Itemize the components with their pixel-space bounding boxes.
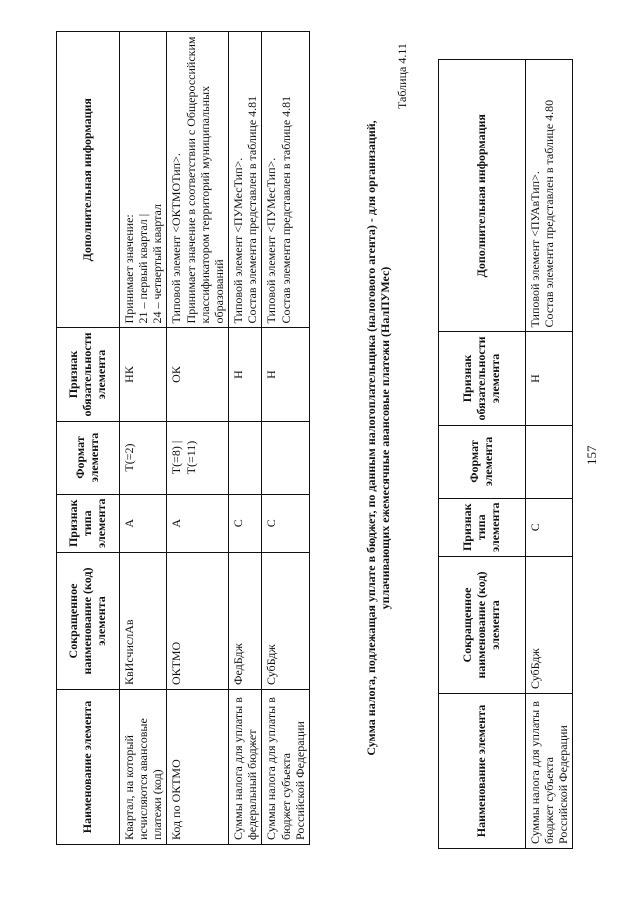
cell-type: С [262,494,309,552]
cell-info [262,32,309,328]
header-element-code: Сокращенное наименование (код) элемента [57,553,120,690]
cell-required: Н [526,332,573,425]
cell-code: ФедБдж [229,553,262,690]
cell-type: А [167,494,229,552]
header-element-required: Признак обязательности элемента [57,328,120,421]
cell-code: КвИсчислАв [120,553,167,690]
info-line: Типовой элемент <ПУМесТип>. [231,157,246,324]
cell-type: С [526,498,573,556]
cell-required: НК [120,328,167,421]
cell-info [526,60,573,332]
header-element-name: Наименование элемента [57,690,120,845]
header-element-type: Признак типа элемента [57,494,120,552]
table-row [526,60,573,849]
cell-required: ОК [167,328,229,421]
header-element-type: Признак типа элемента [439,498,526,556]
info-line: Состав элемента представлен в таблице 4.81 [278,95,293,324]
info-line: Состав элемента представлен в таблице 4.80 [542,99,557,328]
cell-info [167,32,229,328]
table-row [262,32,309,845]
table-header-row [439,60,526,849]
section-title-line-1: Сумма налога, подлежащая уплате в бюджет, по данным налогоплательщика (налогового агента) - для организаций, [364,120,378,756]
table-row [229,32,262,845]
cell-format [229,421,262,494]
info-line: Принимает значение в соответствии с Общероссийским классификатором территорий муниципальных образований [183,36,226,324]
table-4-11 [56,31,310,845]
info-line: 24 – четвертый квартал [150,204,165,324]
cell-format: T(=8) | T(=11) [167,421,229,494]
header-element-format: Формат элемента [439,425,526,498]
cell-type: С [229,494,262,552]
header-additional-info: Дополнительная информация [439,60,526,332]
cell-required: Н [229,328,262,421]
header-element-required: Признак обязательности элемента [439,332,526,425]
cell-code: СубБдж [262,553,309,690]
cell-name: Суммы налога для уплаты в бюджет субъекта Российской Федерации [262,690,309,845]
info-line: Типовой элемент <ОКТМОТип>. [169,153,184,324]
table-row [167,32,229,845]
section-title [364,31,393,845]
page-number: 157 [584,445,599,465]
cell-info [120,32,167,328]
header-element-format: Формат элемента [57,421,120,494]
header-element-name: Наименование элемента [439,694,526,849]
cell-code: СубБдж [526,557,573,694]
info-line: Типовой элемент <ПУМесТип>. [264,157,279,324]
header-element-code: Сокращенное наименование (код) элемента [439,557,526,694]
cell-required: Н [262,328,309,421]
table-row [120,32,167,845]
continued-table [438,59,573,849]
cell-format [262,421,309,494]
info-line: Типовой элемент <ПУАвТип>. [528,171,542,328]
cell-format [526,425,573,498]
info-line: Принимает значение: [122,214,136,324]
info-line: 21 – первый квартал | [136,213,151,324]
cell-format: T(=2) [120,421,167,494]
cell-info [229,32,262,328]
cell-code: ОКТМО [167,553,229,690]
cell-name: Суммы налога для уплаты в федеральный бюджет [229,690,262,845]
table-label: Таблица 4.11 [395,43,409,109]
table-header-row [57,32,120,845]
info-line: Состав элемента представлен в таблице 4.81 [245,95,260,324]
header-additional-info: Дополнительная информация [57,32,120,328]
section-title-line-2: уплачивающих ежемесячные авансовые платежи (НалПУМес) [378,266,393,610]
cell-type: А [120,494,167,552]
cell-name: Квартал, на который исчисляются авансовые платежи (код) [120,690,167,845]
cell-name: Суммы налога для уплаты в бюджет субъекта Российской Федерации [526,694,573,849]
cell-name: Код по ОКТМО [167,690,229,845]
